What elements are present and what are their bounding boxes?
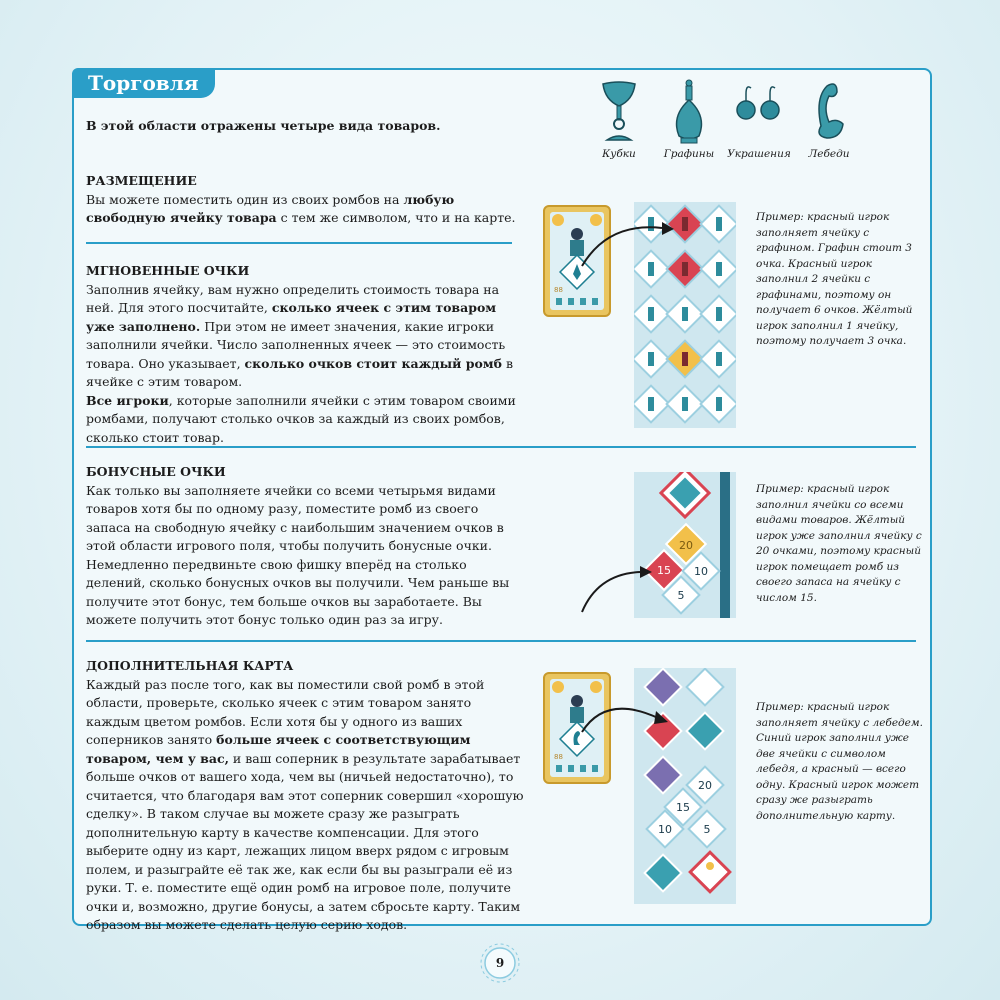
- goods-symbol: [648, 307, 654, 321]
- svg-text:88: 88: [554, 753, 563, 761]
- text-span: Каждый раз после того, как вы поместили свой ромб в этой области, проверьте, сколько ячеек с этим товаром занято каждым цветом ромбов. Если хотя бы у одного из ваших соперников занято: [86, 676, 485, 747]
- good-label: Графины: [663, 148, 715, 160]
- bold-span: больше ячеек с соответствующим товаром, чем у вас,: [86, 732, 471, 766]
- goods-symbol: [648, 352, 654, 366]
- section-placement: [86, 172, 526, 228]
- placement-text: [86, 191, 526, 228]
- text-span: и ваш соперник в результате зарабатывает больше очков от вашего хода, чем вы (ничьей недостаточно), то считается, что благодаря вам этот соперник совершил «хорошую сделку». В таком случае вы можете сразу же разыграть дополнительную карту в качестве компенсации. Для этого выберите одну из карт, лежащих лицом вверх рядом с игровым полем, и разыграйте её так же, как если бы вы разыграли её из руки. Т. е. поместите ещё один ромб на игровое поле, получите очки и, возможно, другие бонусы, а затем сбросьте карту. Таким образом вы можете сделать целую серию ходов.: [86, 750, 524, 932]
- carafe-icon: [669, 78, 709, 146]
- text-span: Заполнив ячейку, вам нужно определить стоимость товара на ней. Для этого посчитайте,: [86, 281, 500, 315]
- text-span: с тем же символом, что и на карте.: [276, 210, 516, 225]
- svg-text:88: 88: [554, 286, 563, 294]
- extra-value-20: 20: [698, 779, 712, 792]
- earrings-icon: [734, 78, 784, 146]
- bonus-value-5: 5: [677, 589, 685, 602]
- section-extra: [86, 657, 526, 935]
- section-bonus: [86, 463, 526, 630]
- good-goblet: [584, 78, 654, 160]
- goods-symbol: [682, 307, 688, 321]
- goods-legend: [584, 78, 874, 168]
- divider: [86, 640, 916, 642]
- good-label: Украшения: [727, 148, 791, 160]
- arrow-icon: [578, 556, 658, 616]
- section-instant: [86, 262, 526, 447]
- goods-symbol: [716, 352, 722, 366]
- goblet-icon: [599, 78, 639, 146]
- goods-symbol: [682, 262, 688, 276]
- bold-span: сколько ячеек с этим товаром уже заполнено.: [86, 300, 497, 334]
- goods-symbol: [716, 397, 722, 411]
- extra-value-5: 5: [703, 823, 711, 836]
- goods-symbol: [716, 217, 722, 231]
- text-span: , которые заполнили ячейки с этим товаром своими ромбами, получают столько очков за каждый из своих ромбов, сколько стоит товар.: [86, 392, 516, 445]
- goods-symbol: [682, 397, 688, 411]
- text-span: Вы можете поместить один из своих ромбов на: [86, 191, 404, 207]
- bold-span: сколько очков стоит каждый ромб: [244, 355, 502, 371]
- goods-symbol: [716, 307, 722, 321]
- arrow-icon: [578, 690, 678, 740]
- good-label: Лебеди: [808, 148, 850, 160]
- good-earrings: [724, 78, 794, 160]
- extra-text: [86, 676, 526, 935]
- bold-span: Все игроки: [86, 392, 169, 408]
- goods-symbol: [682, 352, 688, 366]
- good-label: Кубки: [602, 148, 636, 160]
- bold-span: любую свободную ячейку товара: [86, 191, 455, 225]
- goods-symbol: [648, 397, 654, 411]
- good-carafe: [654, 78, 724, 160]
- swan-icon: [807, 78, 851, 146]
- text-span: При этом не имеет значения, какие игроки заполнили ячейки. Число заполненных ячеек — это стоимость товара. Оно указывает,: [86, 318, 506, 371]
- intro-text: В этой области отражены четыре вида товаров.: [86, 118, 441, 133]
- bonus-value-10: 10: [694, 565, 708, 578]
- section-title: Торговля: [72, 68, 215, 98]
- placement-heading: РАЗМЕЩЕНИЕ: [86, 173, 197, 188]
- extra-heading: ДОПОЛНИТЕЛЬНАЯ КАРТА: [86, 658, 294, 673]
- instant-heading: МГНОВЕННЫЕ ОЧКИ: [86, 263, 250, 278]
- goods-symbol: [682, 217, 688, 231]
- instant-example-note: Пример: красный игрок заполняет ячейку с графином. Графин стоит 3 очка. Красный игрок заполнил 2 ячейки с графинами, поэтому он получает 6 очков. Жёлтый игрок заполнил 1 ячейку, поэтому получает 3 очка.: [756, 211, 913, 347]
- divider: [86, 242, 512, 244]
- extra-value-10: 10: [658, 823, 672, 836]
- bonus-value-15: 15: [657, 564, 671, 577]
- page-number: 9: [495, 956, 505, 970]
- bonus-text: Как только вы заполняете ячейки со всеми четырьмя видами товаров хотя бы по одному разу, поместите ромб из своего запаса на свободную ячейку с наибольшим значением очков в этой области игрового поля, чтобы получить бонусные очки. Немедленно передвиньте свою фишку вперёд на столько делений, сколько бонусных очков вы получили. Чем раньше вы получите этот бонус, тем больше очков вы заработаете. Вы можете получить этот бонус только один раз за игру.: [86, 482, 510, 627]
- bonus-example-note: Пример: красный игрок заполнил ячейки со всеми видами товаров. Жёлтый игрок уже заполнил ячейку с 20 очками, поэтому красный игрок помещает ромб из своего запаса на ячейку с числом 15.: [756, 483, 922, 604]
- bonus-value-20: 20: [679, 539, 693, 552]
- extra-value-15: 15: [676, 801, 690, 814]
- text-span: в ячейке с этим товаром.: [86, 355, 514, 389]
- divider: [86, 446, 916, 448]
- instant-text: [86, 281, 526, 448]
- arrow-icon: [578, 212, 678, 272]
- extra-example-note: Пример: красный игрок заполняет ячейку с лебедем. Синий игрок заполнил уже две ячейки с символом лебедя, а красный — всего одну. Красный игрок может сразу же разыграть дополнительную карту.: [756, 701, 923, 822]
- good-swan: [794, 78, 864, 160]
- bonus-heading: БОНУСНЫЕ ОЧКИ: [86, 464, 226, 479]
- goods-symbol: [716, 262, 722, 276]
